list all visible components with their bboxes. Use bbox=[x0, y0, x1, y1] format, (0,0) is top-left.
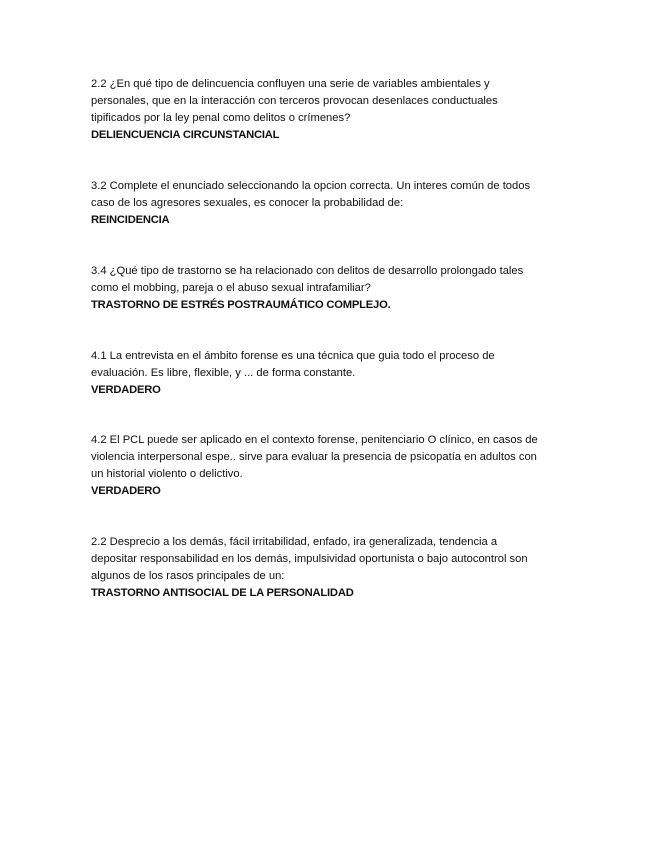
answer-text: TRASTORNO ANTISOCIAL DE LA PERSONALIDAD bbox=[91, 587, 354, 599]
question-text: 2.2 Desprecio a los demás, fácil irritabilidad, enfado, ira generalizada, tendencia a depositar responsabilidad en los demás, impulsividad oportunista o bajo autocontrol son algunos de los rasos principales de un: bbox=[91, 536, 528, 582]
question-block bbox=[91, 76, 571, 144]
question-text: 4.2 El PCL puede ser aplicado en el contexto forense, penitenciario O clínico, en casos de violencia interpersonal espe.. sirve para evaluar la presencia de psicopatía en adultos con un historial violento o delictivo. bbox=[91, 434, 538, 480]
question-text: 2.2 ¿En qué tipo de delincuencia confluyen una serie de variables ambientales y personales, que en la interacción con terceros provocan desenlaces conductuales tipificados por la ley penal como delitos o crímenes? bbox=[91, 78, 498, 124]
question-block bbox=[91, 178, 571, 229]
answer-text: VERDADERO bbox=[91, 384, 161, 396]
question-block bbox=[91, 348, 571, 399]
question-block bbox=[91, 432, 571, 500]
answer-text: DELIENCUENCIA CIRCUNSTANCIAL bbox=[91, 129, 280, 141]
answer-text: VERDADERO bbox=[91, 485, 161, 497]
question-text: 3.2 Complete el enunciado seleccionando la opcion correcta. Un interes común de todos caso de los agresores sexuales, es conocer la probabilidad de: bbox=[91, 180, 531, 209]
answer-text: REINCIDENCIA bbox=[91, 214, 170, 226]
answer-text: TRASTORNO DE ESTRÉS POSTRAUMÁTICO COMPLEJO. bbox=[91, 299, 391, 311]
question-text: 3.4 ¿Qué tipo de trastorno se ha relacionado con delitos de desarrollo prolongado tales como el mobbing, pareja o el abuso sexual intrafamiliar? bbox=[91, 265, 524, 294]
question-block bbox=[91, 263, 571, 314]
question-text: 4.1 La entrevista en el ámbito forense es una técnica que guia todo el proceso de evaluación. Es libre, flexible, y ... de forma constante. bbox=[91, 350, 495, 379]
question-block bbox=[91, 534, 571, 602]
